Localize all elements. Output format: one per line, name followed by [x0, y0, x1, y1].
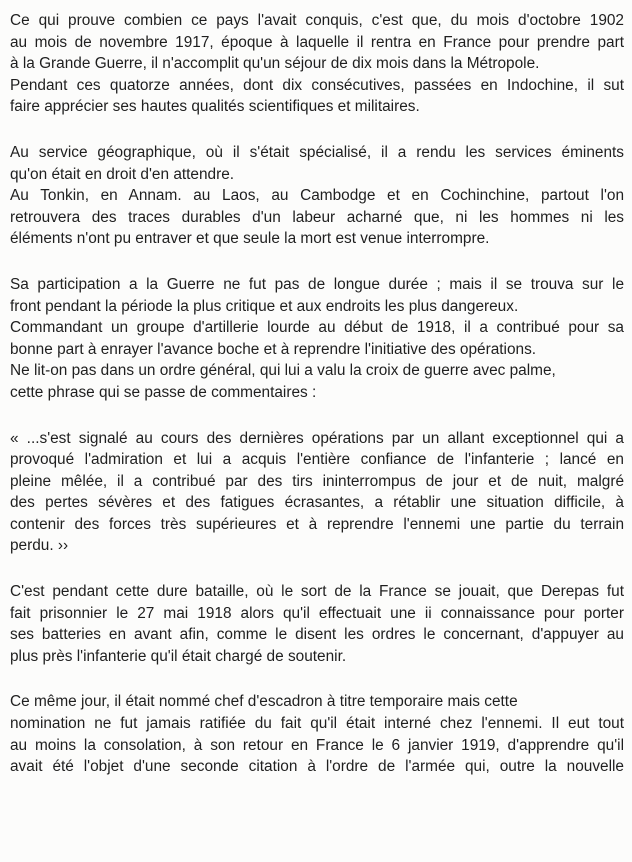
text-line: C'est pendant cette dure bataille, où le sort de la France se jouait, que Derepas fut: [10, 583, 624, 601]
text-line: « ...s'est signalé au cours des dernières opérations par un allant exceptionnel qui a: [10, 429, 624, 447]
paragraph-citation-quote: [10, 428, 624, 558]
text-line: éléments n'ont pu entraver et que seule la mort est venue interrompre.: [10, 230, 490, 248]
text-line: Pendant ces quatorze années, dont dix consécutives, passées en Indochine, il sut: [10, 76, 624, 94]
text-line: Ce même jour, il était nommé chef d'escadron à titre temporaire mais cette: [10, 693, 518, 711]
text-line: des pertes sévères et des fatigues écrasantes, a rétablir une situation difficile, à: [10, 494, 624, 512]
text-line: bonne part à enrayer l'avance boche et à reprendre l'initiative des opérations.: [10, 340, 537, 358]
text-line: Au Tonkin, en Annam. au Laos, au Cambodge et en Cochinchine, partout l'on: [10, 187, 624, 205]
text-line: au mois de novembre 1917, époque à laquelle il rentra en France pour prendre part: [10, 33, 624, 51]
paragraph-guerre: [10, 274, 624, 404]
text-line: cette phrase qui se passe de commentaires :: [10, 383, 317, 401]
text-line: avait été l'objet d'une seconde citation à l'ordre de l'armée qui, outre la nouvelle: [10, 758, 624, 776]
paragraph-indochine: [10, 10, 624, 118]
text-line: perdu. ››: [10, 537, 69, 555]
text-line: contenir des forces très supérieures et à reprendre l'ennemi une partie du terrain: [10, 515, 624, 533]
paragraph-chef-escadron: [10, 691, 624, 777]
text-line: retrouvera des traces durables d'un labeur acharné que, ni les hommes ni les: [10, 208, 624, 226]
text-line: Ne lit-on pas dans un ordre général, qui lui a valu la croix de guerre avec palme,: [10, 362, 556, 380]
text-line: ses batteries en avant afin, comme le disent les ordres le concernant, d'appuyer au: [10, 626, 624, 644]
text-line: au moins la consolation, à son retour en France le 6 janvier 1919, d'apprendre qu'il: [10, 736, 624, 754]
text-line: à la Grande Guerre, il n'accomplit qu'un séjour de dix mois dans la Métropole.: [10, 55, 540, 73]
text-line: Commandant un groupe d'artillerie lourde au début de 1918, il a contribué pour sa: [10, 319, 624, 337]
text-line: fait prisonnier le 27 mai 1918 alors qu'il effectuait une ii connaissance pour porter: [10, 604, 624, 622]
paragraph-gap: [10, 404, 624, 428]
text-line: faire apprécier ses hautes qualités scientifiques et militaires.: [10, 98, 420, 116]
paragraph-service-geographique: [10, 142, 624, 250]
paragraph-gap: [10, 118, 624, 142]
text-line: Sa participation a la Guerre ne fut pas de longue durée ; mais il se trouva sur le: [10, 275, 624, 293]
text-line: front pendant la période la plus critique et aux endroits les plus dangereux.: [10, 297, 519, 315]
paragraph-prisonnier: [10, 581, 624, 667]
text-line: Au service géographique, où il s'était spécialisé, il a rendu les services éminents: [10, 143, 624, 161]
text-line: pleine mêlée, il a contribué par des tirs ininterrompus de jour et de nuit, malgré: [10, 472, 624, 490]
paragraph-gap: [10, 250, 624, 274]
text-line: provoqué l'admiration et lui a acquis l'entière confiance de l'infanterie ; lancé en: [10, 451, 624, 469]
text-line: qu'on était en droit d'en attendre.: [10, 165, 235, 183]
text-line: plus près l'infanterie qu'il était chargé de soutenir.: [10, 647, 347, 665]
document-page: [10, 10, 624, 778]
text-line: nomination ne fut jamais ratifiée du fait qu'il était interné chez l'ennemi. Il eut tout: [10, 715, 624, 733]
paragraph-gap: [10, 667, 624, 691]
paragraph-gap: [10, 557, 624, 581]
text-line: Ce qui prouve combien ce pays l'avait conquis, c'est que, du mois d'octobre 1902: [10, 12, 624, 29]
